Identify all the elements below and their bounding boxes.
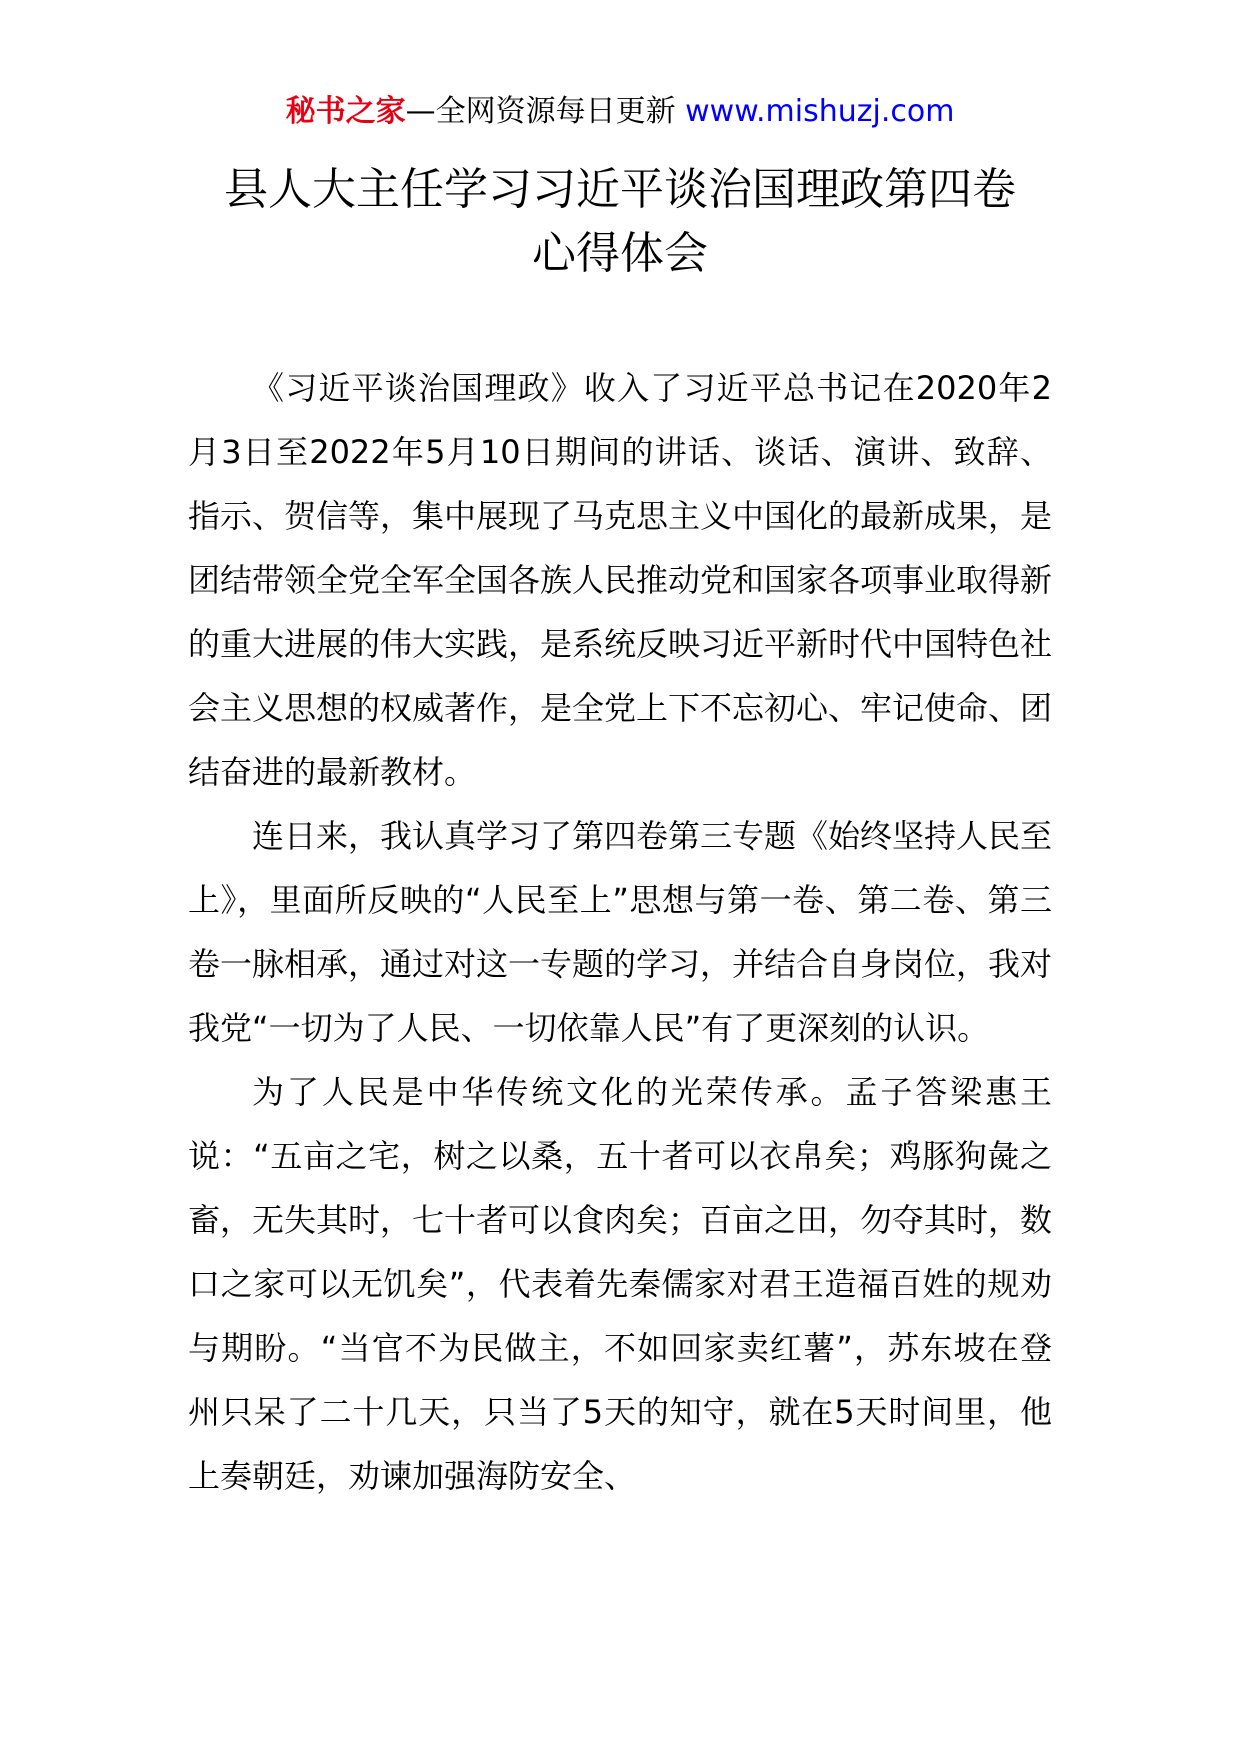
paragraph-3: 为了人民是中华传统文化的光荣传承。孟子答梁惠王说：“五亩之宅，树之以桑，五十者可以衣帛矣；鸡豚狗彘之畜，无失其时，七十者可以食肉矣；百亩之田，勿夺其时，数口之家可以无饥矣”，代表着先秦儒家对君王造福百姓的规劝与期盼。“当官不为民做主，不如回家卖红薯”，苏东坡在登州只呆了二十几天，只当了5天的知守，就在5天时间里，他上奏朝廷，劝谏加强海防安全、 — [188, 1073, 1053, 1495]
site-url-link[interactable]: www.mishuzj.com — [685, 94, 955, 129]
site-brand: 秘书之家 — [285, 94, 406, 129]
title-line-2: 心得体会 — [532, 228, 708, 279]
paragraph-2: 连日来，我认真学习了第四卷第三专题《始终坚持人民至上》，里面所反映的“人民至上”思想与第一卷、第二卷、第三卷一脉相承，通过对这一专题的学习，并结合自身岗位，我对我党“一切为了人民、一切依靠人民”有了更深刻的认识。 — [188, 817, 1053, 1047]
title-line-1: 县人大主任学习习近平谈治国理政第四卷 — [224, 164, 1016, 215]
site-tagline: —全网资源每日更新 — [405, 94, 676, 129]
document-title — [0, 158, 1240, 286]
paragraph-1: 《习近平谈治国理政》收入了习近平总书记在2020年2月3日至2022年5月10日期间的讲话、谈话、演讲、致辞、指示、贺信等，集中展现了马克思主义中国化的最新成果，是团结带领全党全军全国各族人民推动党和国家各项事业取得新的重大进展的伟大实践，是系统反映习近平新时代中国特色社会主义思想的权威著作，是全党上下不忘初心、牢记使命、团结奋进的最新教材。 — [188, 369, 1053, 791]
site-header — [0, 92, 1240, 132]
document-body — [188, 356, 1052, 1508]
